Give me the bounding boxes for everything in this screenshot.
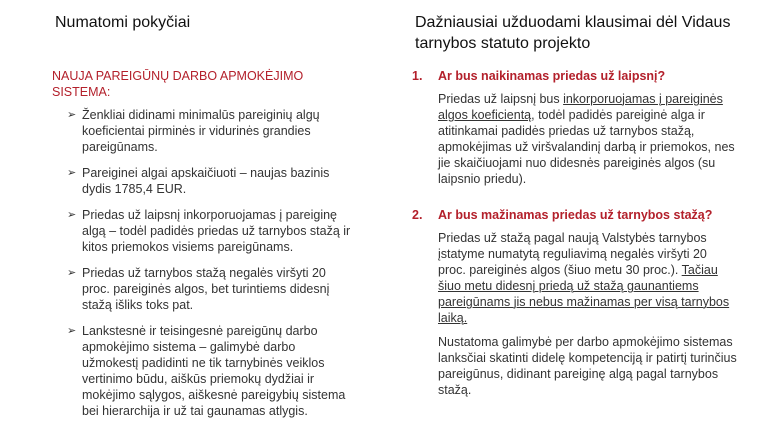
question-title: 2. Ar bus mažinamas priedas už tarnybos stažą? — [412, 208, 713, 222]
list-item: ➢ Ženkliai didinami minimalūs pareiginių algų koeficientai pirminės ir vidurinės grandies pareigūnams. — [67, 108, 320, 154]
faq-item-1 — [412, 68, 742, 195]
left-heading: Numatomi pokyčiai — [55, 14, 191, 31]
list-item: ➢ Lankstesnė ir teisingesnė pareigūnų darbo apmokėjimo sistema – galimybė darbo užmokestį padidinti ne tik tarnybinės veiklos vertinimo būdu, aiškūs priemokų dydžiai ir mokėjimo sąlygos, aiškesnė pareigybių sistema bei hierarchija ir už tai gaunamas atlygis. — [67, 324, 346, 418]
question-title: 1. Ar bus naikinamas priedas už laipsnį? — [412, 69, 666, 83]
arrow-bullet-icon: ➢ — [67, 167, 77, 179]
answer-text: Priedas už laipsnį bus inkorporuojamas į pareiginės algos koeficientą, todėl padidės pareiginė alga ir atitinkamai padidės priedas už tarnybos stažą, apmokėjimas už viršvalandinį darbą ir priemokos, nes jie skaičiuojami nuo didesnės pareiginės algos (su laipsnio priedu). — [438, 92, 735, 186]
faq-heading: Dažniausiai užduodami klausimai dėl Vidaus tarnybos statuto projekto — [415, 14, 731, 52]
list-item: ➢ Pareiginei algai apskaičiuoti – naujas bazinis dydis 1785,4 EUR. — [67, 166, 330, 196]
changes-list — [67, 107, 352, 429]
faq-item-2 — [412, 207, 742, 406]
arrow-bullet-icon: ➢ — [67, 209, 77, 221]
list-item: ➢ Priedas už laipsnį inkorporuojamas į pareiginę algą – todėl padidės priedas už tarnybos stažą ir kitos priemokos visiems pareigūnams. — [67, 208, 351, 254]
arrow-bullet-icon: ➢ — [67, 267, 77, 279]
answer-text: Priedas už stažą pagal naują Valstybės tarnybos įstatyme numatytą reguliavimą negalės viršyti 20 proc. pareiginės algos (šiuo metu 30 proc.). Tačiau šiuo metu didesnį priedą už stažą gaunantiems pareigūnams jis nebus mažinamas per visą tarnybos laiką. Nustatoma galimybė per darbo apmokėjimo sistemas lanksčiai skatinti didelę kompetenciją ir patirtį turinčius pareigūnus, didinant pareiginę algą pagal tarnybos stažą. — [438, 231, 737, 397]
list-item: ➢ Priedas už tarnybos stažą negalės viršyti 20 proc. pareiginės algos, bet turintiems didesnį stažą išliks toks pat. — [67, 266, 330, 312]
section-title: NAUJA PAREIGŪNŲ DARBO APMOKĖJIMO SISTEMA: — [52, 69, 304, 99]
arrow-bullet-icon: ➢ — [67, 109, 77, 121]
arrow-bullet-icon: ➢ — [67, 325, 77, 337]
